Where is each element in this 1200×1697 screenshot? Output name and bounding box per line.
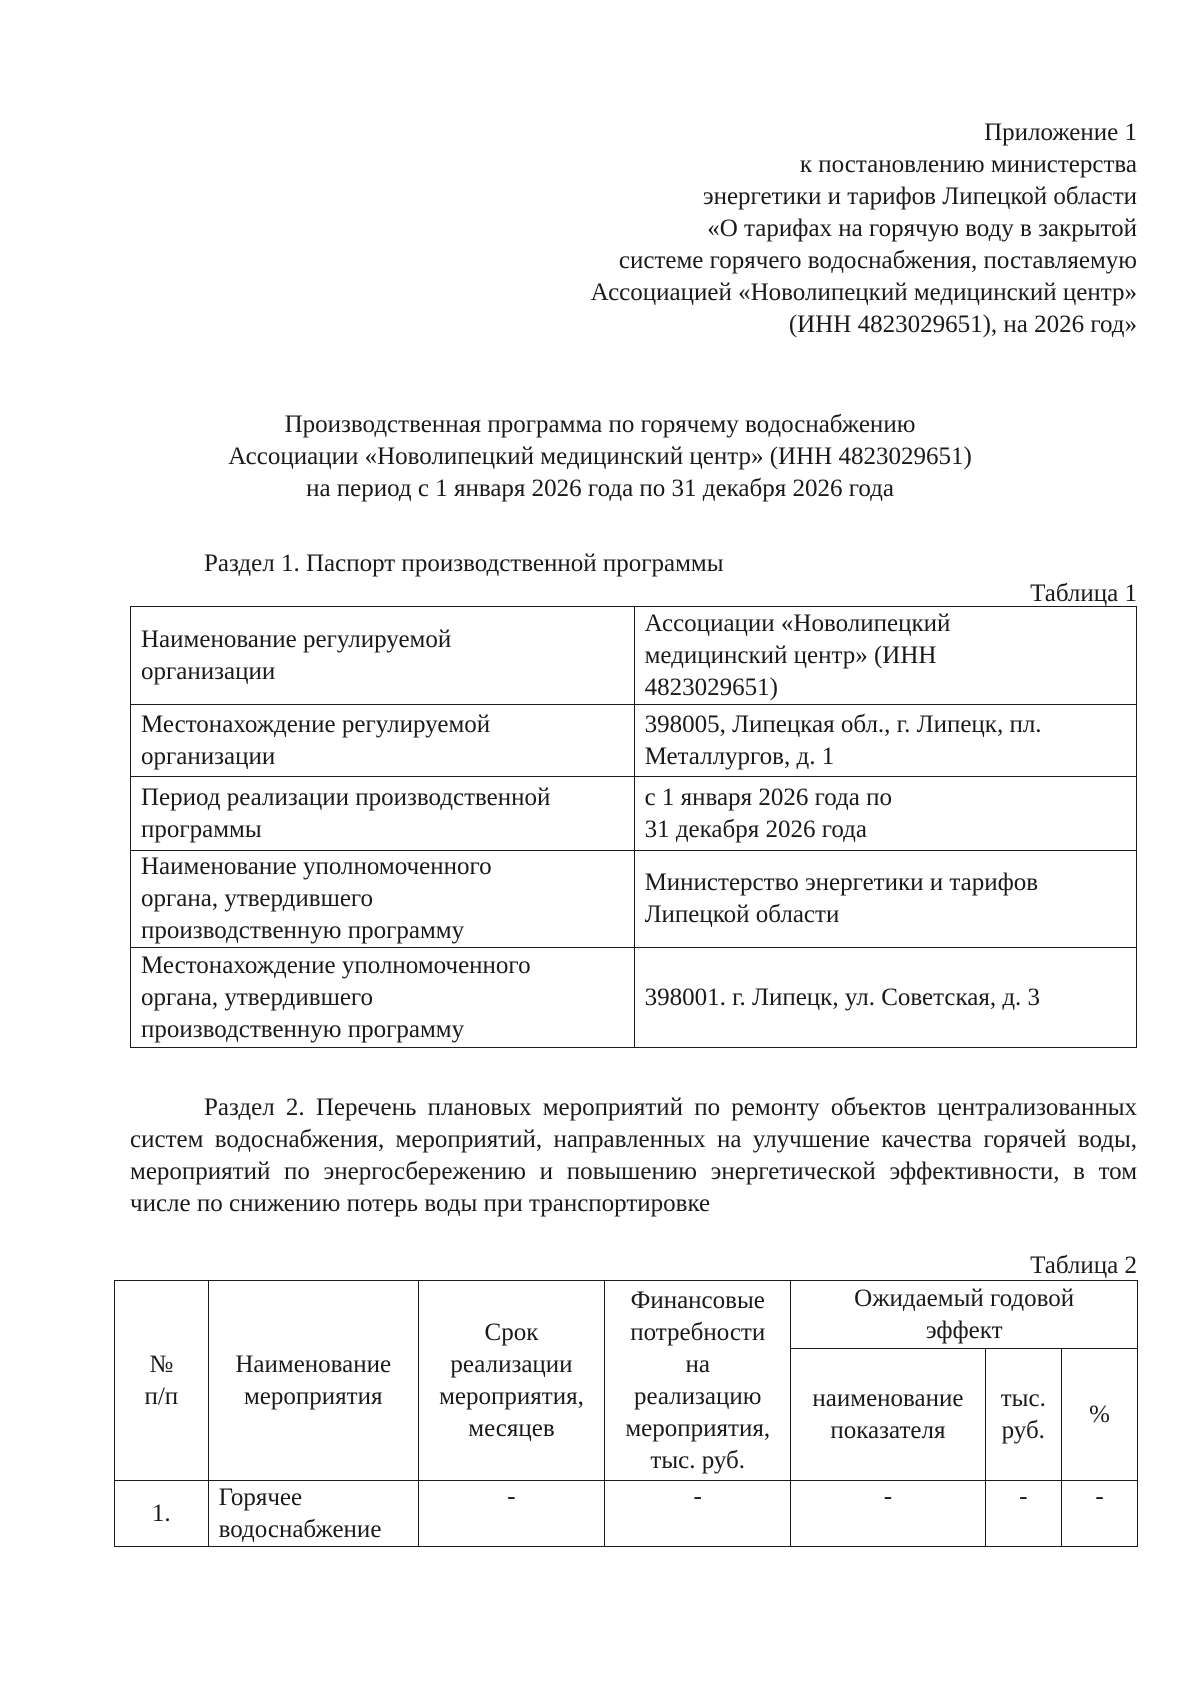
cell-line: Финансовые — [630, 1286, 765, 1314]
header-name — [208, 1281, 418, 1481]
title-line: Производственная программа по горячему водоснабжению — [284, 411, 916, 438]
cell-line: Наименование регулируемой — [141, 625, 452, 653]
cell-line: потребности — [630, 1318, 766, 1346]
header-effect — [791, 1281, 1138, 1349]
text-line: улучшение качества горячей воды, мероприятий по энергосбережению и — [130, 1126, 1138, 1185]
cell-line: Липецкой области — [644, 901, 840, 928]
cell-line: организации — [141, 657, 276, 685]
table-row — [131, 777, 1137, 851]
header-thousand-rub — [985, 1349, 1061, 1481]
cell-line: 398005, Липецкая обл., г. Липецк, пл. — [644, 710, 1042, 738]
cell-line: мероприятия — [243, 1382, 383, 1410]
header-finance — [605, 1281, 791, 1481]
title-line: Ассоциации «Новолипецкий медицинский центр» (ИНН 4823029651) — [228, 443, 972, 470]
row-indicator: - — [791, 1481, 985, 1547]
cell-line: организации — [141, 742, 276, 770]
cell-line: 31 декабря 2026 года — [644, 815, 867, 843]
text-line: централизованных систем водоснабжения, мероприятий, направленных на — [130, 1094, 1138, 1153]
row-term: - — [418, 1481, 604, 1547]
passport-value — [634, 851, 1136, 948]
cell-line: мероприятия, — [439, 1382, 584, 1410]
cell-line: Наименование уполномоченного — [141, 853, 492, 880]
cell-line: на — [685, 1350, 710, 1378]
cell-line: Местонахождение регулируемой — [141, 710, 491, 738]
cell-line: месяцев — [468, 1414, 555, 1442]
table-header-row — [115, 1281, 1138, 1349]
passport-label — [131, 948, 635, 1048]
table-row — [131, 851, 1137, 948]
row-finance: - — [605, 1481, 791, 1547]
appendix-header — [437, 117, 1137, 341]
cell-line: эффект — [925, 1316, 1003, 1344]
cell-line: 4823029651) — [644, 673, 778, 701]
appendix-line: «О тарифах на горячую воду в закрытой — [707, 215, 1137, 242]
cell-line: Ожидаемый годовой — [854, 1284, 1075, 1312]
appendix-line: энергетики и тарифов Липецкой области — [702, 183, 1137, 210]
cell-line: медицинский центр» (ИНН — [644, 641, 937, 669]
appendix-line: к постановлению министерства — [799, 151, 1137, 178]
cell-line: программы — [141, 815, 262, 843]
cell-line: мероприятия, — [625, 1414, 771, 1442]
cell-line: тыс. руб. — [650, 1446, 746, 1474]
cell-line: производственную программу — [141, 1015, 465, 1043]
text-line: Раздел 2. Перечень плановых мероприятий по ремонту объектов — [204, 1094, 927, 1121]
table-row — [131, 705, 1137, 777]
appendix-line: системе горячего водоснабжения, поставляемую — [618, 247, 1137, 274]
row-thousand-rub: - — [985, 1481, 1061, 1547]
cell-line: Министерство энергетики и тарифов — [644, 869, 1039, 896]
measures-table — [114, 1280, 1138, 1547]
cell-line: тыс. — [1000, 1384, 1046, 1412]
passport-label — [131, 607, 635, 705]
passport-label — [131, 777, 635, 851]
cell-line: Металлургов, д. 1 — [644, 742, 835, 770]
cell-line: Горячее — [218, 1483, 303, 1511]
row-num: 1. — [115, 1481, 209, 1547]
passport-table — [130, 606, 1137, 1048]
row-percent: - — [1062, 1481, 1138, 1547]
cell-line: наименование — [812, 1384, 964, 1412]
passport-value — [634, 777, 1136, 851]
table-row — [115, 1481, 1138, 1547]
cell-line: Местонахождение уполномоченного — [141, 951, 531, 979]
table2-caption: Таблица 2 — [1030, 1252, 1137, 1279]
cell-line: показателя — [830, 1416, 946, 1444]
passport-label — [131, 851, 635, 948]
cell-line: реализацию — [633, 1382, 762, 1410]
table-row — [131, 607, 1137, 705]
cell-line: органа, утвердившего — [141, 885, 374, 912]
appendix-line: Приложение 1 — [984, 119, 1137, 146]
cell-line: производственную программу — [141, 917, 465, 944]
document-title — [120, 409, 1080, 505]
appendix-line: Ассоциацией «Новолипецкий медицинский центр» — [590, 279, 1137, 306]
cell-line: руб. — [1001, 1416, 1045, 1444]
header-num — [115, 1281, 209, 1481]
cell-line: Период реализации производственной — [141, 783, 551, 811]
title-line: на период с 1 января 2026 года по 31 декабря 2026 года — [306, 475, 894, 502]
cell-line: № — [149, 1350, 174, 1378]
cell-line: Наименование — [235, 1350, 392, 1378]
cell-line: Срок — [484, 1318, 539, 1346]
passport-value — [634, 705, 1136, 777]
passport-label — [131, 705, 635, 777]
appendix-line: (ИНН 4823029651), на 2026 год» — [788, 311, 1137, 338]
table-row — [131, 948, 1137, 1048]
cell-line: Ассоциации «Новолипецкий — [644, 609, 951, 637]
passport-value — [634, 607, 1136, 705]
cell-line: реализации — [450, 1350, 573, 1378]
header-term — [418, 1281, 604, 1481]
cell-line: 398001. г. Липецк, ул. Советская, д. 3 — [644, 983, 1041, 1011]
table1-caption: Таблица 1 — [1030, 580, 1137, 607]
cell-line: с 1 января 2026 года по — [644, 783, 892, 811]
passport-value — [634, 948, 1136, 1048]
text-line: повышению энергетической эффективности, в том числе по снижению потерь — [130, 1158, 1138, 1217]
section1-heading: Раздел 1. Паспорт производственной программы — [204, 550, 724, 577]
cell-line: органа, утвердившего — [141, 983, 374, 1011]
row-name — [208, 1481, 418, 1547]
cell-line: водоснабжение — [218, 1515, 382, 1543]
cell-line: п/п — [144, 1382, 179, 1410]
header-indicator — [791, 1349, 985, 1481]
section2-text — [130, 1092, 1137, 1220]
text-line: воды при транспортировке — [424, 1190, 711, 1217]
header-percent: % — [1062, 1349, 1138, 1481]
section2-paragraph — [130, 1092, 1137, 1220]
